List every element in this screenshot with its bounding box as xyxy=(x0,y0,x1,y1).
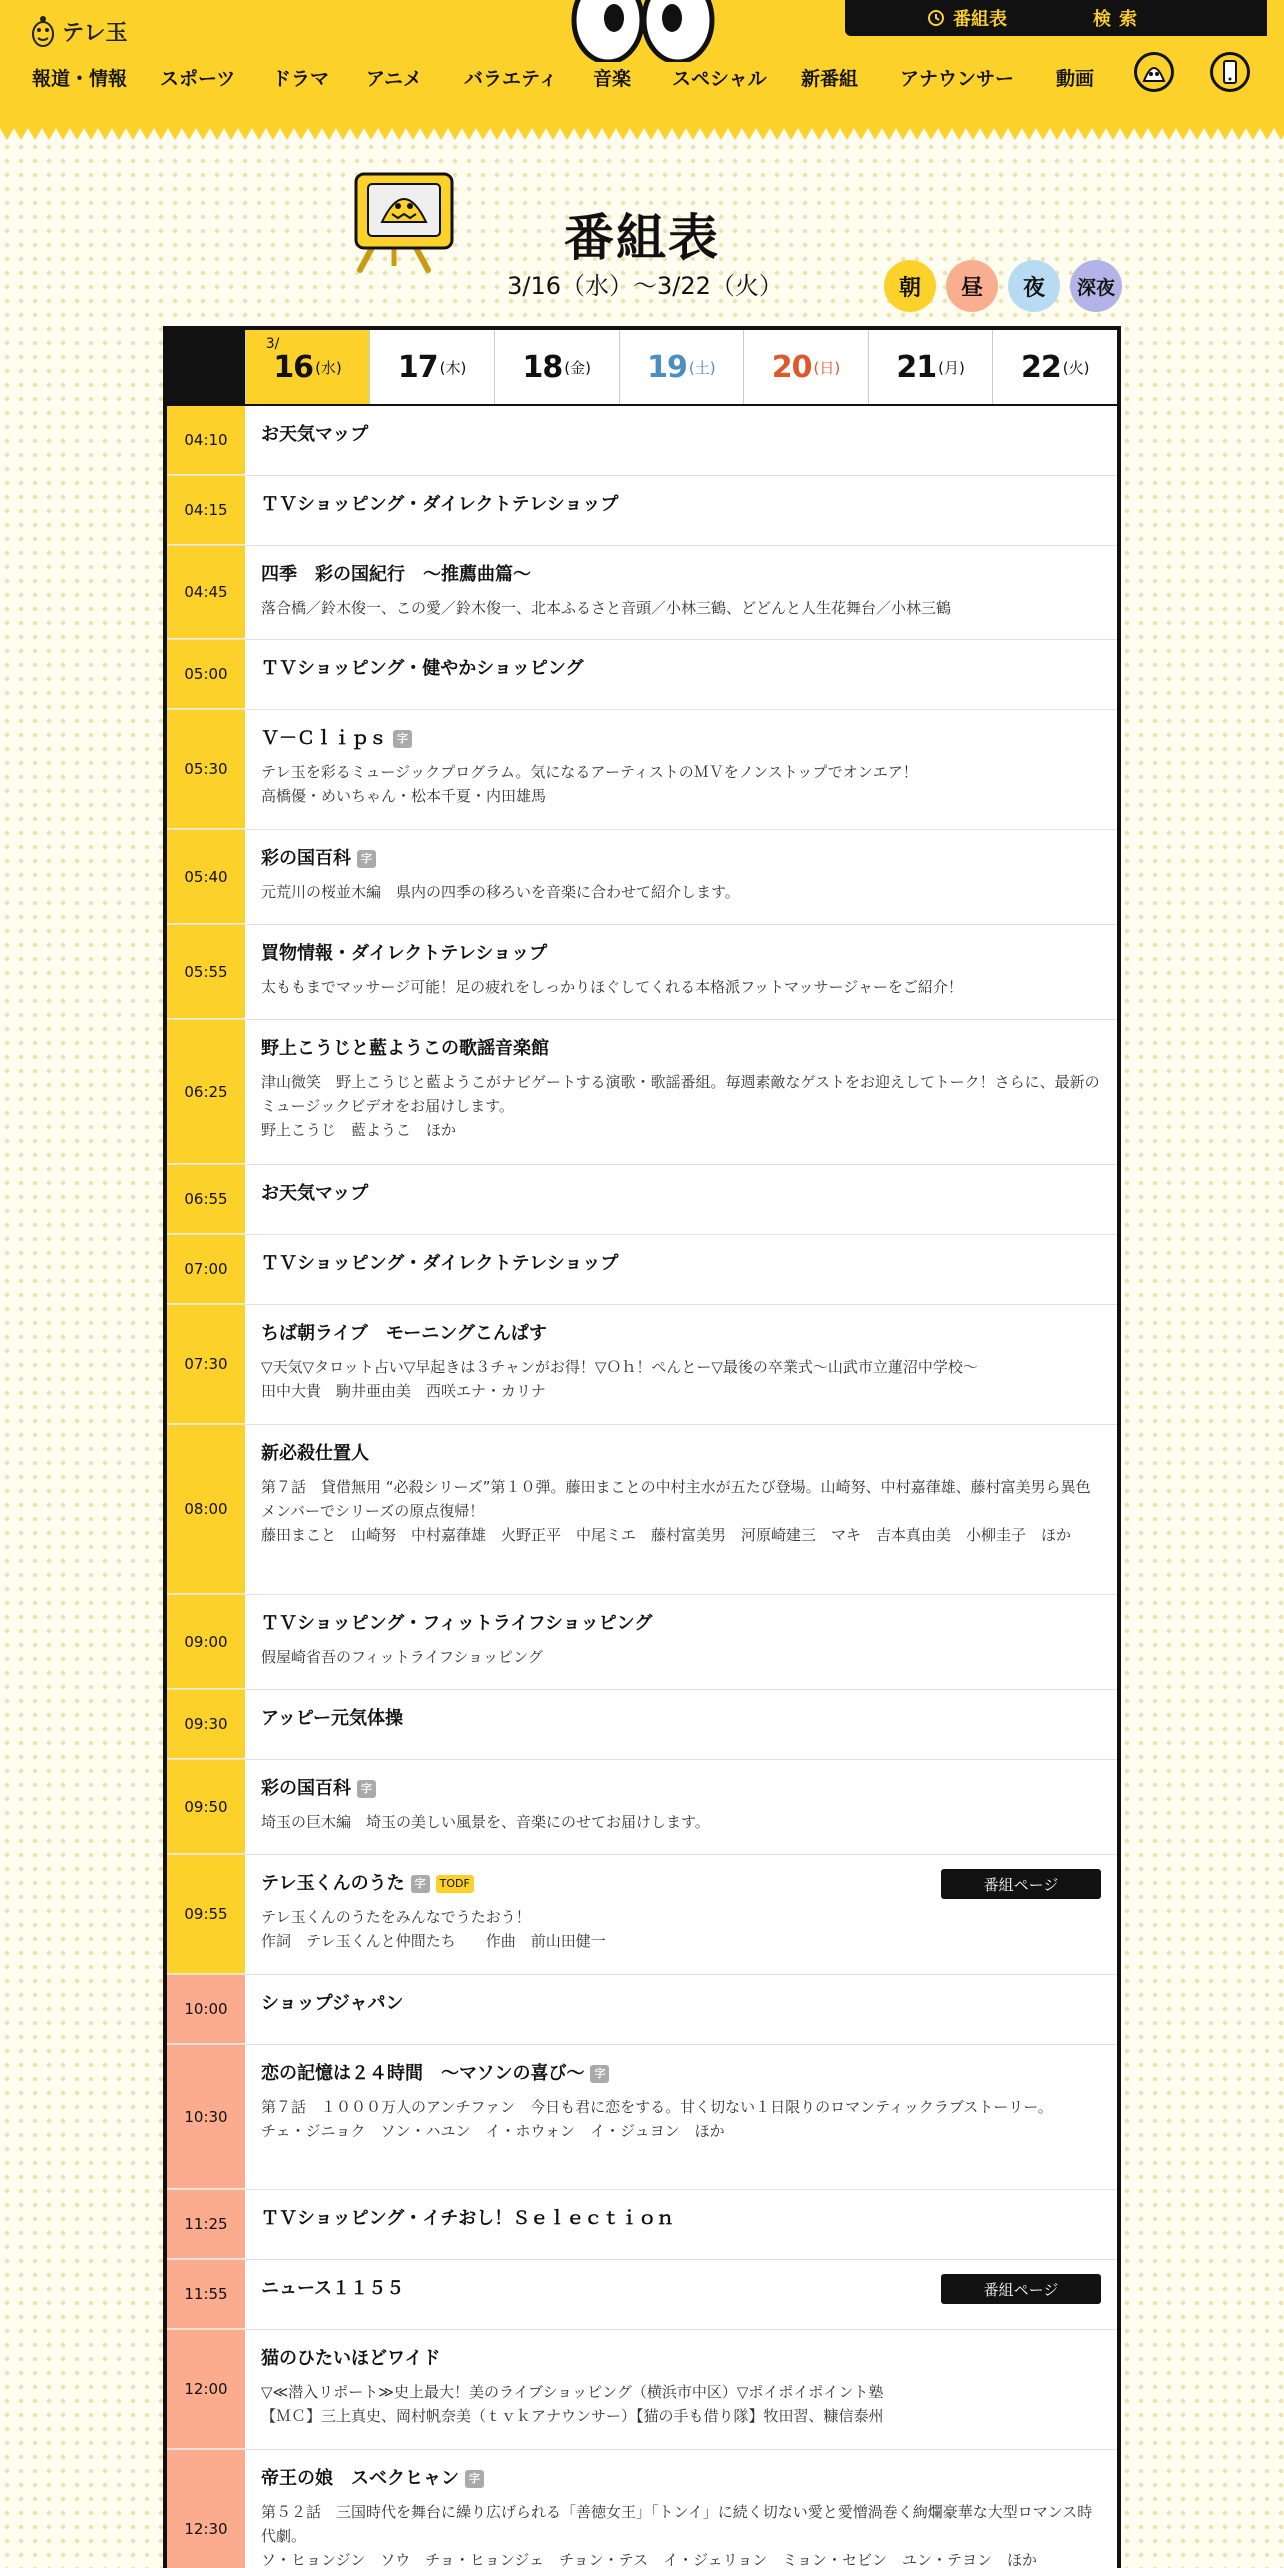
program-description-line: ▽≪潜入リポート≫史上最大！美のライブショッピング（横浜市中区）▽ポイポイポイント塾 xyxy=(261,2382,884,2401)
program-title[interactable]: アッピー元気体操 xyxy=(261,1708,404,1729)
program-row[interactable] xyxy=(167,1855,1117,1975)
day-tab-weekday: (土) xyxy=(688,358,716,377)
nav-item-drama[interactable]: ドラマ xyxy=(272,68,330,90)
program-title-line xyxy=(261,1778,1101,1800)
program-content xyxy=(245,1165,1117,1234)
program-time: 07:30 xyxy=(167,1305,245,1424)
program-title-line xyxy=(261,1323,1101,1345)
program-description xyxy=(261,2500,1101,2568)
subtitle-badge: 字 xyxy=(411,1875,430,1892)
program-row[interactable] xyxy=(167,406,1117,476)
nav-item-music[interactable]: 音楽 xyxy=(593,68,632,90)
day-tab-number: 16 xyxy=(273,349,314,385)
program-title[interactable]: ＴＶショッピング・イチおし！Ｓｅｌｅｃｔｉｏｎ xyxy=(261,2208,675,2229)
program-description xyxy=(261,760,1101,808)
program-time: 05:55 xyxy=(167,925,245,1019)
logo-text: テレ玉 xyxy=(62,20,128,46)
program-description xyxy=(261,596,1101,620)
nav-item-videos[interactable]: 動画 xyxy=(1056,68,1095,90)
program-row[interactable] xyxy=(167,925,1117,1020)
program-row[interactable] xyxy=(167,1595,1117,1690)
program-row[interactable] xyxy=(167,476,1117,546)
program-row[interactable] xyxy=(167,1760,1117,1855)
terekuma-mascot-icon xyxy=(30,14,56,48)
program-title-line xyxy=(261,2208,1101,2230)
program-time: 05:00 xyxy=(167,640,245,709)
program-description-line: ▽天気▽タロット占い▽早起きは３チャンがお得！▽Ｏｈ！ぺんとー▽最後の卒業式～山武市立蓮沼中学校～ xyxy=(261,1357,978,1376)
program-row[interactable] xyxy=(167,2190,1117,2260)
day-tab[interactable] xyxy=(743,330,868,404)
program-title[interactable]: ＴＶショッピング・健やかショッピング xyxy=(261,658,584,679)
subtitle-badge: 字 xyxy=(465,2470,484,2487)
program-title[interactable]: ニュース１１５５ xyxy=(261,2278,405,2299)
page-title: 番組表 xyxy=(564,209,720,267)
program-content xyxy=(245,1020,1117,1164)
subtitle-badge: 字 xyxy=(590,2065,609,2082)
program-title[interactable]: ショップジャパン xyxy=(261,1993,404,2014)
program-title[interactable]: 買物情報・ダイレクトテレショップ xyxy=(261,943,548,964)
program-row[interactable] xyxy=(167,2260,1117,2330)
program-time: 04:10 xyxy=(167,406,245,475)
program-title-line xyxy=(261,943,1101,965)
program-content xyxy=(245,2045,1117,2189)
program-description xyxy=(261,1475,1101,1547)
program-description xyxy=(261,975,1101,999)
program-time: 06:25 xyxy=(167,1020,245,1164)
program-title[interactable]: 新必殺仕置人 xyxy=(261,1443,369,1464)
program-title-line xyxy=(261,2468,1101,2490)
program-title-line xyxy=(261,658,1101,680)
program-title[interactable]: テレ玉くんのうた xyxy=(261,1873,405,1894)
program-description-line: 津山微笑 野上こうじと藍ようこがナビゲートする演歌・歌謡番組。毎週素敵なゲストをお迎えしてトーク！さらに、最新のミュージックビデオをお届けします。 xyxy=(261,1072,1100,1115)
nav-item-new-programs[interactable]: 新番組 xyxy=(801,68,859,90)
program-title-line xyxy=(261,1038,1101,1060)
program-time: 08:00 xyxy=(167,1425,245,1594)
program-description xyxy=(261,1070,1101,1142)
program-content xyxy=(245,1595,1117,1689)
day-tab[interactable] xyxy=(868,330,993,404)
day-tabs-corner xyxy=(167,330,245,404)
program-row[interactable] xyxy=(167,710,1117,830)
program-time: 11:55 xyxy=(167,2260,245,2329)
terekuma-button[interactable] xyxy=(1134,52,1174,92)
program-content xyxy=(245,925,1117,1019)
program-title[interactable]: ＴＶショッピング・ダイレクトテレショップ xyxy=(261,1253,619,1274)
program-description-line: 元荒川の桜並木編 県内の四季の移ろいを音楽に合わせて紹介します。 xyxy=(261,882,740,901)
program-description-line: チェ・ジニョク ソン・ハユン イ・ホウォン イ・ジュヨン ほか xyxy=(261,2121,725,2140)
program-title[interactable]: Ｖ－Ｃｌｉｐｓ xyxy=(261,728,387,749)
program-row[interactable] xyxy=(167,1165,1117,1235)
program-content xyxy=(245,830,1117,924)
program-description xyxy=(261,1810,1101,1834)
program-title-line xyxy=(261,1613,1101,1635)
program-time: 04:15 xyxy=(167,476,245,545)
program-content xyxy=(245,1760,1117,1854)
program-description xyxy=(261,1645,1101,1669)
app-button[interactable] xyxy=(1210,52,1250,92)
filter-morning-button[interactable]: 朝 xyxy=(884,260,936,312)
program-description-line: 第７話 １０００万人のアンチファン 今日も君に恋をする。甘く切ない１日限りのロマンティックラブストーリー。 xyxy=(261,2097,1053,2116)
program-title-line xyxy=(261,1253,1101,1275)
program-description xyxy=(261,2380,1101,2428)
program-description-line: 高橋優・めいちゃん・松本千夏・内田雄馬 xyxy=(261,786,547,805)
program-time: 05:40 xyxy=(167,830,245,924)
program-description-line: 第５２話 三国時代を舞台に繰り広げられる「善徳女王」「トンイ」に続く切ない愛と愛憎渦巻く絢爛豪華な大型ロマンス時代劇。 xyxy=(261,2502,1093,2545)
top-utility-bar xyxy=(845,0,1267,36)
clock-icon xyxy=(927,9,945,27)
program-time: 12:30 xyxy=(167,2450,245,2568)
schedule-link-label: 番組表 xyxy=(953,9,1007,30)
day-tab-weekday: (水) xyxy=(315,358,342,377)
day-tab-weekday: (火) xyxy=(1062,358,1090,377)
program-title-line xyxy=(261,424,1101,446)
day-tab[interactable] xyxy=(619,330,744,404)
program-list xyxy=(167,406,1117,2568)
day-tab-weekday: (日) xyxy=(813,358,841,377)
program-title-line xyxy=(261,2063,1101,2085)
search-link[interactable]: 検索 xyxy=(1093,9,1145,30)
program-row[interactable] xyxy=(167,2450,1117,2568)
schedule-table xyxy=(163,326,1121,2568)
tv-mascot-icon xyxy=(352,166,462,274)
program-description-line: 埼玉の巨木編 埼玉の美しい風景を、音楽にのせてお届けします。 xyxy=(261,1812,710,1831)
program-title-line xyxy=(261,494,1101,516)
program-title[interactable]: 彩の国百科 xyxy=(261,1778,351,1799)
program-content xyxy=(245,1855,1117,1974)
program-description-line: ソ・ヒョンジン ソウ チョ・ヒョンジェ チョン・テス イ・ジェリョン ミョン・セビン ユン・テヨン ほか xyxy=(261,2550,1038,2568)
program-content xyxy=(245,710,1117,829)
program-title[interactable]: 恋の記憶は２４時間 ～マソンの喜び～ xyxy=(261,2063,585,2084)
day-tab-month: 3/ xyxy=(265,336,280,352)
program-content xyxy=(245,640,1117,709)
program-title-line xyxy=(261,1183,1101,1205)
filter-late-night-button[interactable]: 深夜 xyxy=(1070,260,1122,312)
program-row[interactable] xyxy=(167,1975,1117,2045)
program-title[interactable]: 帝王の娘 スベクヒャン xyxy=(261,2468,459,2489)
program-title[interactable]: 四季 彩の国紀行 ～推薦曲篇～ xyxy=(261,564,531,585)
mascot-eyes-icon xyxy=(568,0,718,62)
program-description-line: 假屋崎省吾のフィットライフショッピング xyxy=(261,1647,543,1666)
program-page-button[interactable]: 番組ページ xyxy=(941,1869,1101,1899)
program-content xyxy=(245,1235,1117,1304)
nav-item-sports[interactable]: スポーツ xyxy=(160,68,236,90)
subtitle-badge: 字 xyxy=(357,850,376,867)
site-header xyxy=(0,0,1284,128)
program-content xyxy=(245,476,1117,545)
program-description-line: 藤田まこと 山崎努 中村嘉葎雄 火野正平 中尾ミエ 藤村富美男 河原崎建三 マキ 吉本真由美 小柳圭子 ほか xyxy=(261,1525,1072,1544)
day-tab[interactable] xyxy=(992,330,1117,404)
nav-item-announcers[interactable]: アナウンサー xyxy=(900,68,1015,90)
program-description-line: テレ玉を彩るミュージックプログラム。気になるアーティストのＭＶをノンストップでオンエア！ xyxy=(261,762,918,781)
date-range: 3/16（水）〜3/22（火） xyxy=(507,272,783,300)
program-title[interactable]: ＴＶショッピング・ダイレクトテレショップ xyxy=(261,494,619,515)
time-of-day-filter xyxy=(884,260,1122,312)
program-time: 04:45 xyxy=(167,546,245,639)
program-title[interactable]: お天気マップ xyxy=(261,424,369,445)
program-content xyxy=(245,1425,1117,1594)
program-description-line: 落合橋／鈴木俊一、この愛／鈴木俊一、北本ふるさと音頭／小林三鶴、どどんと人生花舞台／小林三鶴 xyxy=(261,598,952,617)
program-time: 10:30 xyxy=(167,2045,245,2189)
program-title[interactable]: ＴＶショッピング・フィットライフショッピング xyxy=(261,1613,653,1634)
program-title[interactable]: 野上こうじと藍ようこの歌謡音楽館 xyxy=(261,1038,549,1059)
program-content xyxy=(245,1690,1117,1759)
program-content xyxy=(245,546,1117,639)
day-tab[interactable] xyxy=(369,330,494,404)
program-description xyxy=(261,1355,1101,1403)
program-time: 09:50 xyxy=(167,1760,245,1854)
main-nav xyxy=(0,64,1284,94)
day-tab-number: 17 xyxy=(397,349,438,385)
todf-badge: TODF xyxy=(436,1875,474,1892)
program-title[interactable]: ちば朝ライブ モーニングこんぱす xyxy=(261,1323,547,1344)
schedule-link[interactable] xyxy=(927,5,1007,31)
program-time: 09:00 xyxy=(167,1595,245,1689)
smartphone-icon xyxy=(1222,60,1238,84)
program-description-line: 田中大貴 駒井亜由美 西咲エナ・カリナ xyxy=(261,1381,546,1400)
nav-item-anime[interactable]: アニメ xyxy=(366,68,423,90)
program-row[interactable] xyxy=(167,2330,1117,2450)
day-tab[interactable] xyxy=(245,330,370,404)
program-description-line: 野上こうじ 藍ようこ ほか xyxy=(261,1120,457,1139)
program-description xyxy=(261,880,1101,904)
day-tab-number: 22 xyxy=(1020,349,1061,385)
program-title[interactable]: 彩の国百科 xyxy=(261,848,351,869)
program-row[interactable] xyxy=(167,640,1117,710)
day-tab-number: 18 xyxy=(522,349,563,385)
program-row[interactable] xyxy=(167,830,1117,925)
program-row[interactable] xyxy=(167,546,1117,640)
program-time: 12:00 xyxy=(167,2330,245,2449)
mascot-face-icon xyxy=(1142,61,1166,83)
day-tab-weekday: (月) xyxy=(938,358,965,377)
filter-night-button[interactable]: 夜 xyxy=(1008,260,1060,312)
program-content xyxy=(245,2190,1117,2259)
nav-item-variety[interactable]: バラエティ xyxy=(464,68,558,90)
program-description xyxy=(261,1905,1101,1953)
program-title-line xyxy=(261,848,1101,870)
program-time: 06:55 xyxy=(167,1165,245,1234)
day-tab-number: 20 xyxy=(771,349,812,385)
program-row[interactable] xyxy=(167,2045,1117,2190)
program-title-line xyxy=(261,1708,1101,1730)
day-tab[interactable] xyxy=(494,330,619,404)
program-time: 05:30 xyxy=(167,710,245,829)
program-content xyxy=(245,2330,1117,2449)
program-description xyxy=(261,2095,1101,2143)
nav-item-special[interactable]: スペシャル xyxy=(672,68,767,90)
program-content xyxy=(245,1975,1117,2044)
program-description-line: テレ玉くんのうたをみんなでうたおう！ xyxy=(261,1907,531,1926)
program-row[interactable] xyxy=(167,1305,1117,1425)
program-title-line xyxy=(261,728,1101,750)
program-description-line: 【ＭＣ】三上真史、岡村帆奈美（ｔｖｋアナウンサー）【猫の手も借り隊】牧田習、糠信泰州 xyxy=(261,2406,884,2425)
day-tab-number: 21 xyxy=(896,349,937,385)
program-title-line xyxy=(261,1443,1101,1465)
program-time: 07:00 xyxy=(167,1235,245,1304)
program-title-line xyxy=(261,1993,1101,2015)
day-tab-weekday: (金) xyxy=(564,358,591,377)
nav-item-news[interactable]: 報道・情報 xyxy=(32,68,128,90)
program-description-line: 太ももまでマッサージ可能！足の疲れをしっかりほぐしてくれる本格派フットマッサージャーをご紹介！ xyxy=(261,977,963,996)
day-tab-weekday: (木) xyxy=(439,358,467,377)
filter-noon-button[interactable]: 昼 xyxy=(946,260,998,312)
subtitle-badge: 字 xyxy=(393,730,412,747)
program-description-line: 第７話 貸借無用 “必殺シリーズ”第１０弾。藤田まことの中村主水が五たび登場。山崎努、中村嘉葎雄、藤村富美男ら異色メンバーでシリーズの原点復帰！ xyxy=(261,1477,1091,1520)
program-title[interactable]: お天気マップ xyxy=(261,1183,369,1204)
program-row[interactable] xyxy=(167,1235,1117,1305)
program-time: 09:30 xyxy=(167,1690,245,1759)
program-time: 11:25 xyxy=(167,2190,245,2259)
subtitle-badge: 字 xyxy=(357,1780,376,1797)
program-title-line xyxy=(261,564,1101,586)
program-content xyxy=(245,2260,1117,2329)
program-title-line xyxy=(261,2348,1101,2370)
program-description-line: 作詞 テレ玉くんと仲間たち 作曲 前山田健一 xyxy=(261,1931,606,1950)
day-tab-number: 19 xyxy=(647,349,687,385)
program-row[interactable] xyxy=(167,1020,1117,1165)
program-time: 09:55 xyxy=(167,1855,245,1974)
program-time: 10:00 xyxy=(167,1975,245,2044)
header-zigzag-edge xyxy=(0,128,1284,142)
program-page-button[interactable]: 番組ページ xyxy=(941,2274,1101,2304)
site-logo[interactable] xyxy=(30,14,128,48)
day-tabs xyxy=(167,330,1117,406)
program-content xyxy=(245,1305,1117,1424)
program-content xyxy=(245,406,1117,475)
program-title[interactable]: 猫のひたいほどワイド xyxy=(261,2348,441,2369)
program-content xyxy=(245,2450,1117,2568)
program-row[interactable] xyxy=(167,1690,1117,1760)
program-row[interactable] xyxy=(167,1425,1117,1595)
